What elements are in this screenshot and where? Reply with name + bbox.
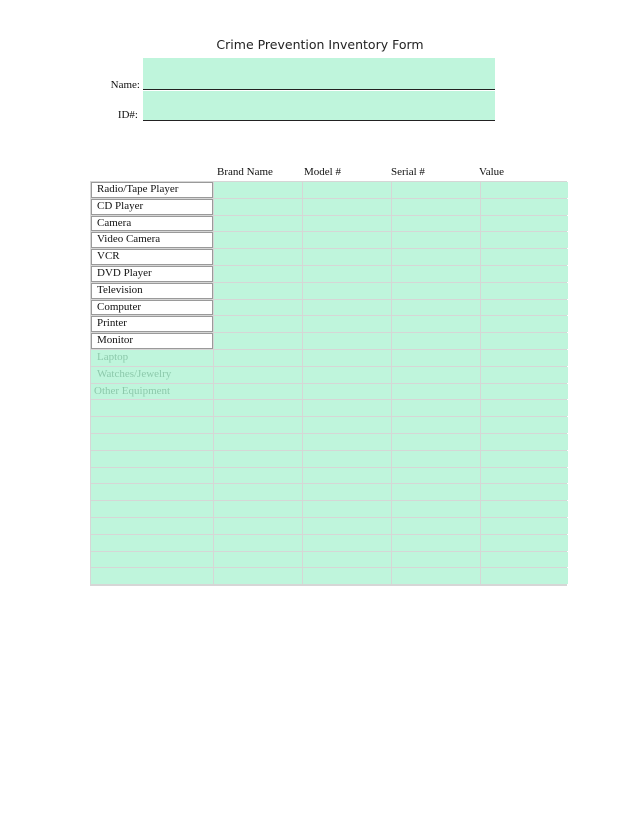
value-cell[interactable] bbox=[481, 316, 568, 332]
brand-name-cell[interactable] bbox=[214, 333, 302, 349]
value-cell[interactable] bbox=[481, 417, 568, 433]
serial-cell[interactable] bbox=[392, 300, 480, 316]
serial-cell[interactable] bbox=[392, 518, 480, 534]
brand-name-cell[interactable] bbox=[214, 300, 302, 316]
model-cell[interactable] bbox=[303, 316, 391, 332]
value-header: Value bbox=[479, 166, 505, 178]
brand-name-cell[interactable] bbox=[214, 182, 302, 198]
brand-name-cell[interactable] bbox=[214, 552, 302, 568]
value-cell[interactable] bbox=[481, 266, 568, 282]
serial-header: Serial # bbox=[391, 166, 425, 178]
model-cell[interactable] bbox=[303, 350, 391, 366]
item-label-blank[interactable] bbox=[91, 552, 213, 568]
model-cell[interactable] bbox=[303, 417, 391, 433]
item-label: Television bbox=[91, 283, 213, 299]
value-cell[interactable] bbox=[481, 501, 568, 517]
model-cell[interactable] bbox=[303, 283, 391, 299]
item-label: Watches/Jewelry bbox=[91, 367, 213, 383]
model-cell[interactable] bbox=[303, 384, 391, 400]
value-cell[interactable] bbox=[481, 384, 568, 400]
serial-cell[interactable] bbox=[392, 484, 480, 500]
serial-cell[interactable] bbox=[392, 400, 480, 416]
brand-name-cell[interactable] bbox=[214, 434, 302, 450]
model-cell[interactable] bbox=[303, 468, 391, 484]
model-cell[interactable] bbox=[303, 182, 391, 198]
model-cell[interactable] bbox=[303, 266, 391, 282]
item-label-blank[interactable] bbox=[91, 501, 213, 517]
value-cell[interactable] bbox=[481, 350, 568, 366]
inventory-table bbox=[90, 181, 567, 586]
item-label-blank[interactable] bbox=[91, 451, 213, 467]
model-cell[interactable] bbox=[303, 518, 391, 534]
brand-name-cell[interactable] bbox=[214, 199, 302, 215]
brand-name-cell[interactable] bbox=[214, 316, 302, 332]
serial-cell[interactable] bbox=[392, 384, 480, 400]
item-label-blank[interactable] bbox=[91, 484, 213, 500]
brand-name-cell[interactable] bbox=[214, 535, 302, 551]
model-cell[interactable] bbox=[303, 232, 391, 248]
serial-cell[interactable] bbox=[392, 283, 480, 299]
brand-name-header: Brand Name bbox=[217, 166, 273, 178]
brand-name-cell[interactable] bbox=[214, 501, 302, 517]
model-cell[interactable] bbox=[303, 552, 391, 568]
model-cell[interactable] bbox=[303, 535, 391, 551]
model-header: Model # bbox=[304, 166, 341, 178]
value-cell[interactable] bbox=[481, 333, 568, 349]
model-cell[interactable] bbox=[303, 367, 391, 383]
item-label: Monitor bbox=[91, 333, 213, 349]
brand-name-cell[interactable] bbox=[214, 266, 302, 282]
serial-cell[interactable] bbox=[392, 316, 480, 332]
serial-cell[interactable] bbox=[392, 249, 480, 265]
value-cell[interactable] bbox=[481, 552, 568, 568]
serial-cell[interactable] bbox=[392, 266, 480, 282]
item-label-blank[interactable] bbox=[91, 417, 213, 433]
name-label: Name: bbox=[110, 79, 140, 91]
model-cell[interactable] bbox=[303, 249, 391, 265]
item-label: Printer bbox=[91, 316, 213, 332]
brand-name-cell[interactable] bbox=[214, 417, 302, 433]
serial-cell[interactable] bbox=[392, 535, 480, 551]
id-field[interactable] bbox=[143, 91, 495, 121]
value-cell[interactable] bbox=[481, 216, 568, 232]
value-cell[interactable] bbox=[481, 199, 568, 215]
serial-cell[interactable] bbox=[392, 451, 480, 467]
model-cell[interactable] bbox=[303, 216, 391, 232]
model-cell[interactable] bbox=[303, 400, 391, 416]
model-cell[interactable] bbox=[303, 568, 391, 584]
serial-cell[interactable] bbox=[392, 468, 480, 484]
brand-name-cell[interactable] bbox=[214, 484, 302, 500]
name-field[interactable] bbox=[143, 58, 495, 90]
brand-name-cell[interactable] bbox=[214, 283, 302, 299]
brand-name-cell[interactable] bbox=[214, 367, 302, 383]
form-title: Crime Prevention Inventory Form bbox=[216, 37, 424, 52]
model-cell[interactable] bbox=[303, 451, 391, 467]
value-cell[interactable] bbox=[481, 568, 568, 584]
brand-name-cell[interactable] bbox=[214, 518, 302, 534]
serial-cell[interactable] bbox=[392, 417, 480, 433]
item-label-blank[interactable] bbox=[91, 518, 213, 534]
item-label: Computer bbox=[91, 300, 213, 316]
model-cell[interactable] bbox=[303, 434, 391, 450]
value-cell[interactable] bbox=[481, 484, 568, 500]
serial-cell[interactable] bbox=[392, 182, 480, 198]
item-label: VCR bbox=[91, 249, 213, 265]
item-label-blank[interactable] bbox=[91, 535, 213, 551]
model-cell[interactable] bbox=[303, 300, 391, 316]
value-cell[interactable] bbox=[481, 367, 568, 383]
brand-name-cell[interactable] bbox=[214, 384, 302, 400]
brand-name-cell[interactable] bbox=[214, 468, 302, 484]
item-label-blank[interactable] bbox=[91, 400, 213, 416]
brand-name-cell[interactable] bbox=[214, 232, 302, 248]
value-cell[interactable] bbox=[481, 400, 568, 416]
value-cell[interactable] bbox=[481, 518, 568, 534]
item-label: Radio/Tape Player bbox=[91, 182, 213, 198]
value-cell[interactable] bbox=[481, 434, 568, 450]
model-cell[interactable] bbox=[303, 501, 391, 517]
value-cell[interactable] bbox=[481, 249, 568, 265]
id-label: ID#: bbox=[117, 109, 138, 121]
item-label-blank[interactable] bbox=[91, 434, 213, 450]
serial-cell[interactable] bbox=[392, 568, 480, 584]
item-label: Video Camera bbox=[91, 232, 213, 248]
item-label-blank[interactable] bbox=[91, 568, 213, 584]
item-label-blank[interactable] bbox=[91, 468, 213, 484]
item-label: Camera bbox=[91, 216, 213, 232]
serial-cell[interactable] bbox=[392, 333, 480, 349]
model-cell[interactable] bbox=[303, 333, 391, 349]
value-cell[interactable] bbox=[481, 451, 568, 467]
item-label: DVD Player bbox=[91, 266, 213, 282]
brand-name-cell[interactable] bbox=[214, 350, 302, 366]
serial-cell[interactable] bbox=[392, 199, 480, 215]
serial-cell[interactable] bbox=[392, 501, 480, 517]
value-cell[interactable] bbox=[481, 468, 568, 484]
serial-cell[interactable] bbox=[392, 232, 480, 248]
serial-cell[interactable] bbox=[392, 434, 480, 450]
model-cell[interactable] bbox=[303, 199, 391, 215]
brand-name-cell[interactable] bbox=[214, 451, 302, 467]
value-cell[interactable] bbox=[481, 535, 568, 551]
value-cell[interactable] bbox=[481, 182, 568, 198]
brand-name-cell[interactable] bbox=[214, 216, 302, 232]
item-label: CD Player bbox=[91, 199, 213, 215]
value-cell[interactable] bbox=[481, 300, 568, 316]
serial-cell[interactable] bbox=[392, 216, 480, 232]
value-cell[interactable] bbox=[481, 232, 568, 248]
serial-cell[interactable] bbox=[392, 367, 480, 383]
brand-name-cell[interactable] bbox=[214, 568, 302, 584]
serial-cell[interactable] bbox=[392, 552, 480, 568]
brand-name-cell[interactable] bbox=[214, 400, 302, 416]
model-cell[interactable] bbox=[303, 484, 391, 500]
brand-name-cell[interactable] bbox=[214, 249, 302, 265]
value-cell[interactable] bbox=[481, 283, 568, 299]
item-label: Laptop bbox=[91, 350, 213, 366]
item-label: Other Equipment bbox=[91, 384, 213, 400]
serial-cell[interactable] bbox=[392, 350, 480, 366]
